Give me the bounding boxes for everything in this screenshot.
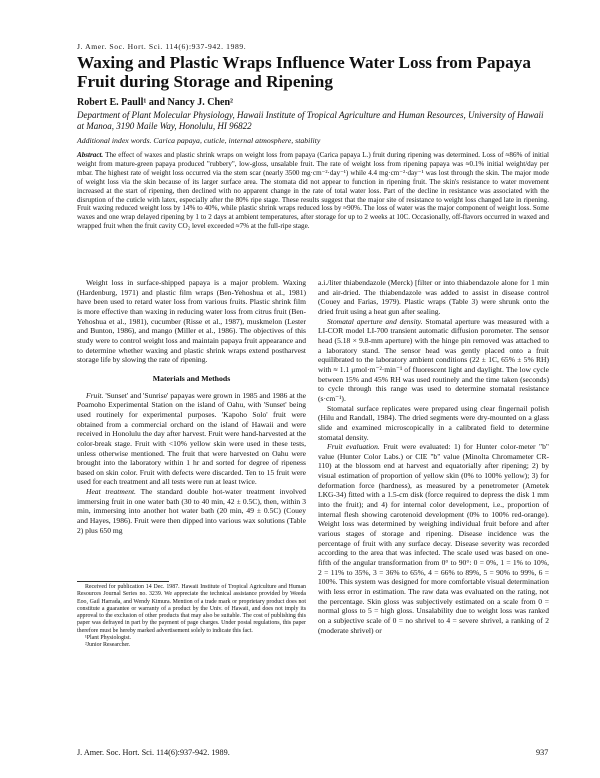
section-heading: Materials and Methods [152,373,231,383]
footer-citation: J. Amer. Soc. Hort. Sci. 114(6):937-942. 1989. [77,748,230,757]
fruit-evaluation-text: Fruit were evaluated: 1) for Hunter color-meter "b" value (Hunter Color Labs.) or CIE "b" value (Minolta Chromameter CR-110) at the blossom end at harvest and equatorially after ripening; 2) by visual estimation of proportion of yellow skin (0% to 100% yellow); 3) for deformation force (hardness), as measured by a penetrometer (Ametek LKG-34) fitted with a 1.5-cm disk (force required to depress the disk 1 mm into the fruit); and 4) for internal color development, i.e., proportion of internal flesh showing carotenoid development (0% to 100% red-orange). Weight loss was determined by weighing individual fruit before and after various stages of storage and ripening. Disease incidence was the percentage of fruit with any surface decay. Disease severity was recorded according to the area that was infected. The scale used was based on one-fifth of the angular transformation from 0° to 90°: 0 = 0%, 1 = 1% to 10%, 2 = 11% to 35%, 3 = 36% to 65%, 4 = 66% to 89%, 5 = 90% to 99%, 6 = 100%. This system was designed for more comfortable visual determination with less error in estimation. The raw data was evaluated on the rating, not the percentage. Skin gloss was subjectively estimated on a scale from 0 = normal gloss to 5 = high gloss. Unsalability due to weight loss was ranked on a subjective scale of 0 = no shrivel to 4 = severe shrivel, a ranking of 2 (moderate shrivel) or [318,442,549,635]
fruit-text: 'Sunset' and 'Sunrise' papayas were grown in 1985 and 1986 at the Poamoho Experimental Station on the island of Oahu, with 'Sunset' being used routinely for experimental purposes. 'Kapoho Solo' fruit were obtained from a commercial orchard on the island of Hawaii and were received in Honolulu the day after harvest. Fruit were hand-harvested at the color-break stage. Fruit with <10% yellow skin were used in these tests, unless otherwise mentioned. The fruit that were harvested on Oahu were brought into the laboratory within 1 hr and sorted for degree of ripeness based on skin color. Fruit with defects were discarded. Ten to 15 fruit were used for each treatment and all tests were run at least twice. [77,390,306,487]
affiliation: Department of Plant Molecular Physiology, Hawaii Institute of Tropical Agriculture and Human Resources, University of Hawaii at Manoa, 3190 Maile Way, Honolulu, HI 96822 [77,110,544,131]
stomatal-paragraph [318,317,549,404]
abstract [77,151,549,231]
abstract-label: Abstract. [77,151,104,159]
heat-paragraph [77,487,306,535]
authors: Robert E. Paull¹ and Nancy J. Chen² [77,97,234,108]
footnotes [77,584,306,650]
article-title: Waxing and Plastic Wraps Influence Water Loss from Papaya Fruit during Storage and Ripening [77,53,531,91]
heat-heading: Heat treatment. [86,487,136,497]
additional-index-words [77,136,320,145]
footnote-divider [77,581,169,582]
heat-text: The standard double hot-water treatment involved immersing fruit in one water bath (30 to 40 min, 42 ± 0.5C), then, within 3 min, immersing into another hot water bath (20 min, 49 ± 0.5C) (Couey and Hayes, 1986). Fruit were then dipped into various wax solutions (Table 2) plus 650 mg [77,487,306,535]
abstract-text: The effect of waxes and plastic shrink wraps on weight loss from papaya (Carica papaya L.) fruit during ripening was determined. Loss of ≈86% of initial weight from mature-green papaya produced "rubbery", low-gloss, unsalable fruit. The rate of weight loss from ripening papaya was ≈0.1% initial weight/day per mbar. The highest rate of weight loss occurred via the stem scar (nearly 3500 mg·cm⁻²·day⁻¹) while 4.4 mg·cm⁻²·day⁻¹ was lost through the skin. The major mode of weight loss via the skin because of its larger surface area. The stomata did not appear to function in ripening fruit. The skin's resistance to water movement increased at the start of ripening, then declined with no apparent change in the rate of total water loss. Part of the decline in resistance was associated with the disruption of the cuticle with latex, especially after the 80% ripe stage. These results suggest that the major site of resistance to weight loss changed late in ripening. Fruit waxing reduced weight loss by 14% to 40%, while plastic shrink wraps reduced loss by ≈90%. The loss of water was the major component of weight loss. Some waxes and one wrap delayed ripening by 1 to 2 days at ambient temperatures, after storage for up to 2 weeks at 10C. Occasionally, off-flavors occurred in waxed and wrapped fruit when the fruit cavity CO₂ level exceeded ≈7% at the full-ripe stage. [77,151,549,231]
additional-index-terms: Carica papaya, cuticle, internal atmosphere, stability [153,136,321,145]
footnote-1: ¹Plant Physiologist. [85,635,131,642]
stomatal-heading: Stomatal aperture and density. [327,316,423,326]
page-number: 937 [536,748,549,757]
left-column [77,278,306,535]
continued-paragraph: a.i./liter thiabendazole (Merck) [filter or into thiabendazole alone for 1 min and air-dried. The thiabendazole was added to assist in disease control (Couey and Farias, 1979). Plastic wraps (Table 3) were shrunk onto the dried fruit using a heat gun after sealing. [318,278,549,316]
stomatal-paragraph-2: Stomatal surface replicates were prepared using clear fingernail polish (Hilu and Randall, 1984). The dried segments were dry-mounted on a glass slide and examined microscopically in a calibrated field to determine stomatal density. [318,403,549,442]
additional-index-label: Additional index words. [77,136,152,145]
fruit-evaluation-heading: Fruit evaluation. [327,442,380,452]
fruit-heading: Fruit. [86,390,104,400]
intro-paragraph: Weight loss in surface-shipped papaya is a major problem. Waxing (Hardenburg, 1971) and plastic film wraps (Ben-Yehoshua et al., 1981) have been used to retard water loss from various fruits. Plastic shrink film is more effective than waxing in reducing water loss from citrus fruit (Ben-Yehoshua et al., 1981), cucumber (Risse et al., 1987), muskmelon (Lester and Bunton, 1986), and mango (Miller et al., 1986). The objectives of this study were to control weight loss and maintain papaya fruit appearance and to determine whether waxing and plastic shrink wraps extend postharvest storage life by slowing the rate of ripening. [77,278,306,365]
right-column [318,278,549,635]
fruit-evaluation-paragraph [318,442,549,635]
footnote-2: ²Junior Researcher. [85,642,131,649]
stomatal-text: Stomatal aperture was measured with a LI-COR model LI-700 transient automatic diffusion porometer. The sensor head (5.18 × 9.8-mm aperture) with the hinge pin removed was attached to a laboratory stand. The sensor head was gently placed onto a fruit equilibrated to the laboratory ambient conditions (22 ± 1C, 65% ± 5% RH) with ≈ 1.1 μmol·m⁻²·min⁻¹ of fluorescent light and daylight. The low cycle between 15% and 45% RH was used routinely and the time taken (seconds) to cycle through this range was used to determine stomatal resistance (s·cm⁻¹). [318,316,550,403]
footnote-received: Received for publication 14 Dec. 1987. Hawaii Institute of Tropical Agriculture and Human Resources Journal Series no. 3239. We appreciate the technical assistance provided by Weeda Eoo, Gail Harrada, and Wendy Kimura. Mention of a trade mark or proprietary product does not constitute a guarantee or warranty of a product by the Univ. of Hawaii, and does not imply its approval to the exclusion of other products that may also be suitable. The cost of publishing this paper was defrayed in part by the payment of page charges. Under postal regulations, this paper therefore must be hereby marked advertisement solely to indicate this fact. [77,584,306,634]
fruit-paragraph [77,391,306,488]
journal-citation-header: J. Amer. Soc. Hort. Sci. 114(6):937-942. 1989. [77,42,247,51]
